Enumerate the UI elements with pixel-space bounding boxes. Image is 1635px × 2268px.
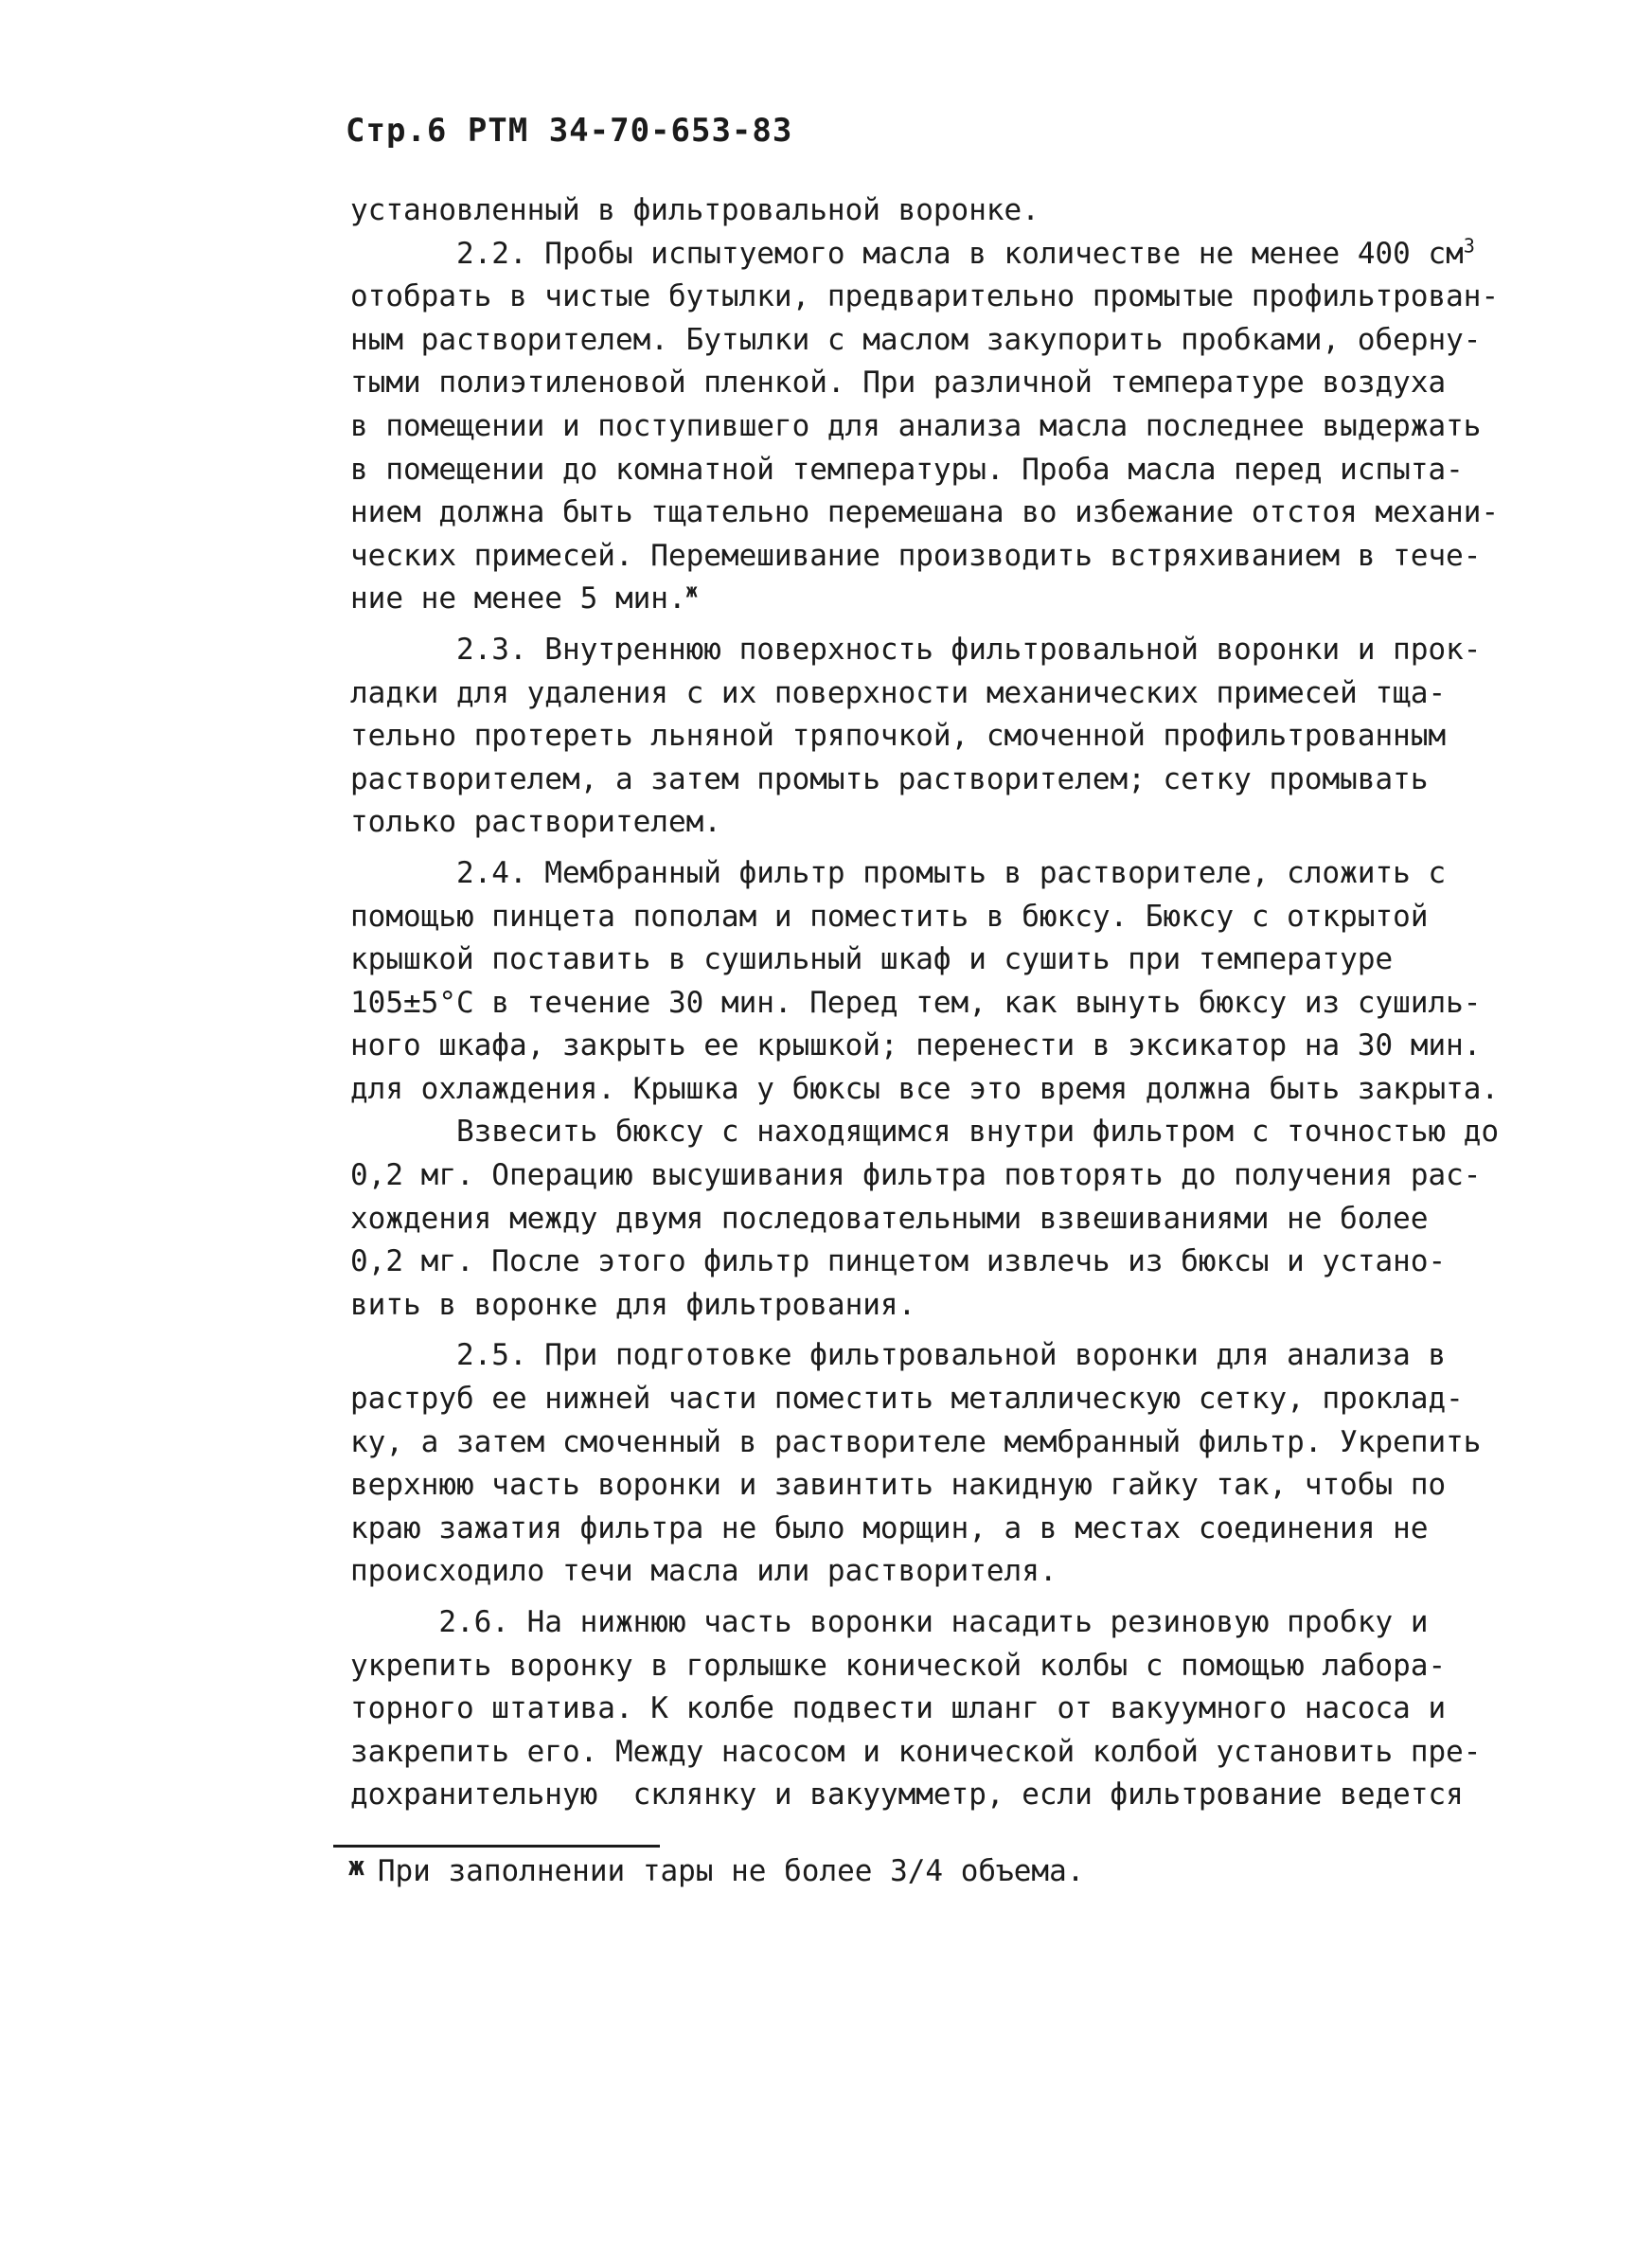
text-line: ным растворителем. Бутылки с маслом закупорить пробками, оберну- — [350, 322, 1482, 357]
text-line-content: 2.2. Пробы испытуемого масла в количестве не менее 400 см — [350, 236, 1464, 271]
text-line: нием должна быть тщательно перемешана во избежание отстоя механи- — [350, 495, 1500, 530]
text-line: в помещении до комнатной температуры. Проба масла перед испыта- — [350, 452, 1464, 487]
text-line: 2.3. Внутреннюю поверхность фильтровальной воронки и прок- — [350, 632, 1482, 667]
text-line: происходило течи масла или растворителя. — [350, 1554, 1057, 1589]
text-line: Взвесить бюксу с находящимся внутри фильтром с точностью до — [350, 1115, 1500, 1150]
text-line: укрепить воронку в горлышке конической колбы с помощью лабора- — [350, 1648, 1447, 1683]
text-line: закрепить его. Между насосом и конической колбой установить пре- — [350, 1734, 1482, 1769]
text-line: вить в воронке для фильтрования. — [350, 1287, 916, 1322]
text-line: только растворителем. — [350, 805, 721, 840]
text-line: верхнюю часть воронки и завинтить накидную гайку так, чтобы по — [350, 1468, 1447, 1503]
text-line-content: ние не менее 5 мин. — [350, 581, 686, 616]
text-line: установленный в фильтровальной воронке. — [350, 193, 1040, 227]
body-text — [350, 189, 1572, 1817]
text-line — [350, 578, 1572, 621]
text-line: помощью пинцета пополам и поместить в бюксу. Бюксу с открытой — [350, 899, 1429, 934]
text-line: раструб ее нижней части поместить металлическую сетку, проклад- — [350, 1382, 1464, 1417]
footnote-text: При заполнении тары не более 3/4 объема. — [377, 1854, 1085, 1888]
text-line: краю зажатия фильтра не было морщин, а в местах соединения не — [350, 1510, 1429, 1545]
text-line: 2.4. Мембранный фильтр промыть в растворителе, сложить с — [350, 855, 1447, 890]
text-line — [350, 233, 1572, 277]
text-line: 0,2 мг. Операцию высушивания фильтра повторять до получения рас- — [350, 1158, 1482, 1193]
text-line: тыми полиэтиленовой пленкой. При различной температуре воздуха — [350, 366, 1447, 401]
footnote-divider — [333, 1845, 660, 1848]
text-line: 2.6. На нижнюю часть воронки насадить резиновую пробку и — [350, 1605, 1429, 1639]
text-line: ческих примесей. Перемешивание производить встряхиванием в тече- — [350, 538, 1482, 573]
text-line: крышкой поставить в сушильный шкаф и сушить при температуре — [350, 942, 1394, 977]
text-line: тельно протереть льняной тряпочкой, смоченной профильтрованным — [350, 719, 1447, 754]
text-line: отобрать в чистые бутылки, предварительно промытые профильтрован- — [350, 279, 1500, 314]
text-line: ку, а затем смоченный в растворителе мембранный фильтр. Укрепить — [350, 1424, 1482, 1459]
footnote — [348, 1850, 1084, 1893]
footnote-mark: ж — [348, 1850, 364, 1882]
text-line: дохранительную склянку и вакуумметр, если фильтрование ведется — [350, 1777, 1464, 1813]
text-line: 0,2 мг. После этого фильтр пинцетом извлечь из бюксы и устано- — [350, 1244, 1447, 1279]
text-line: ного шкафа, закрыть ее крышкой; перенести в эксикатор на 30 мин. — [350, 1028, 1482, 1063]
text-line: для охлаждения. Крышка у бюксы все это время должна быть закрыта. — [350, 1071, 1500, 1106]
footnote-reference: ж — [685, 580, 698, 603]
text-line: ладки для удаления с их поверхности механических примесей тща- — [350, 675, 1447, 710]
text-line: в помещении и поступившего для анализа масла последнее выдержать — [350, 408, 1482, 443]
text-line: 2.5. При подготовке фильтровальной воронки для анализа в — [350, 1338, 1447, 1373]
text-line: торного штатива. К колбе подвести шланг от вакуумного насоса и — [350, 1691, 1447, 1726]
page-header: Стр.6 РТМ 34-70-653-83 — [346, 112, 793, 150]
text-line: хождения между двумя последовательными взвешиваниями не более — [350, 1201, 1429, 1236]
text-line: 105±5°С в течение 30 мин. Перед тем, как вынуть бюксу из сушиль- — [350, 985, 1482, 1020]
superscript: 3 — [1463, 234, 1475, 258]
text-line: растворителем, а затем промыть растворителем; сетку промывать — [350, 761, 1429, 796]
